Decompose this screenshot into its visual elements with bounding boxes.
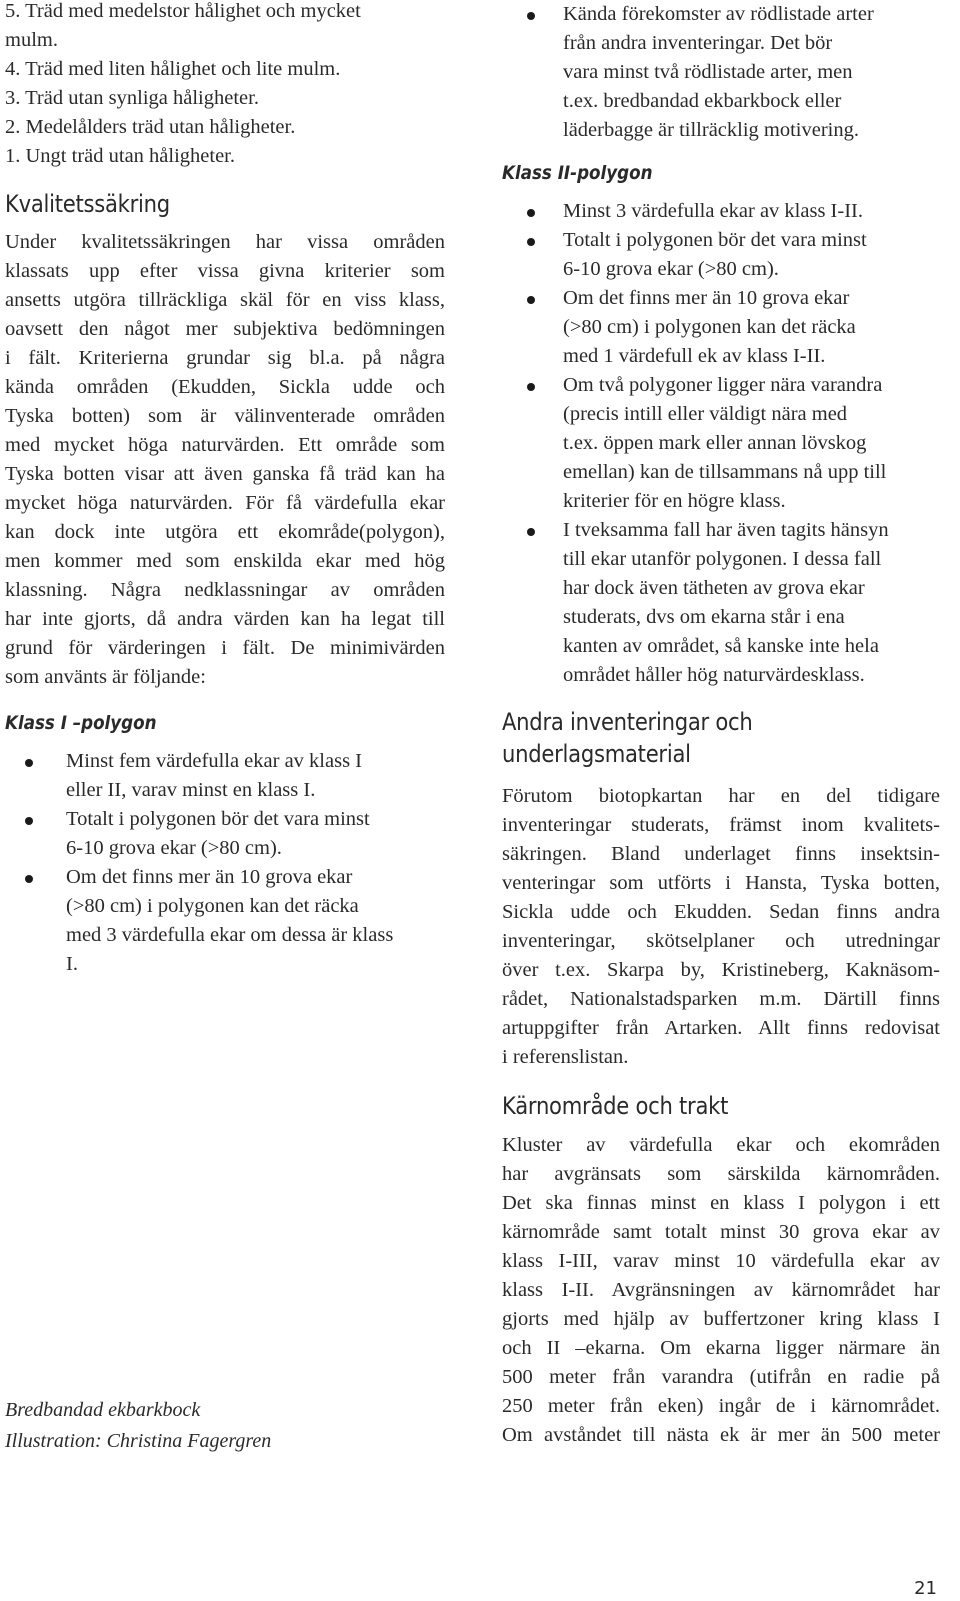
page-number: 21 (914, 1578, 937, 1599)
paragraph-line: venteringar som utförts i Hansta, Tyska botten, (502, 872, 940, 894)
paragraph-line: inventeringar, skötselplaner och utredningar (502, 930, 940, 952)
tree-class-list (5, 0, 445, 171)
heading-line: underlagsmaterial (502, 740, 691, 768)
paragraph-line: Om avståndet till nästa ek är mer än 500 meter (502, 1424, 940, 1446)
right-column (502, 0, 940, 1450)
subheading-klass-2: Klass II-polygon (502, 162, 653, 184)
paragraph-line: Tyska botten visar att även ganska få träd kan ha (5, 463, 445, 485)
paragraph-line: men kommer med som enskilda ekar med hög (5, 550, 445, 572)
bullet-line: läderbagge är tillräcklig motivering. (563, 119, 859, 141)
subheading-klass-1: Klass I –polygon (5, 712, 157, 734)
left-column (5, 0, 445, 979)
list-item (5, 747, 445, 805)
bullet-line: kriterier för en högre klass. (563, 490, 786, 512)
paragraph-line: kan dock inte utgöra ett ekområde(polygon), (5, 521, 445, 543)
bullet-line: (>80 cm) i polygonen kan det räcka (563, 316, 856, 338)
paragraph-line: artuppgifter från Artarken. Allt finns redovisat (502, 1017, 940, 1039)
paragraph-line: och II –ekarna. Om ekarna ligger närmare än (502, 1337, 940, 1359)
bullet-line: från andra inventeringar. Det bör (563, 32, 833, 54)
bullet-line: Om två polygoner ligger nära varandra (563, 374, 883, 396)
paragraph-line: oavsett den något mer subjektiva bedömningen (5, 318, 445, 340)
illustration-caption (5, 1395, 271, 1457)
class1-criteria-list (5, 747, 445, 979)
paragraph-line: klassning. Några nedklassningar av områden (5, 579, 445, 601)
bullet-line: t.ex. bredbandad ekbarkbock eller (563, 90, 842, 112)
heading-andra-inventeringar (502, 706, 887, 770)
bullet-icon (25, 817, 33, 825)
paragraph-line: rådet, Nationalstadsparken m.m. Därtill finns (502, 988, 940, 1010)
redlist-criteria-list (502, 0, 940, 145)
caption-credit: Illustration: Christina Fagergren (5, 1430, 272, 1452)
paragraph-line: säkringen. Bland underlaget finns insektsin- (502, 843, 940, 865)
tree-class-line: 4. Träd med liten hålighet och lite mulm. (5, 58, 341, 80)
paragraph-line: Kluster av värdefulla ekar och ekområden (502, 1134, 940, 1156)
paragraph-line: Tyska botten) som är välinventerade områden (5, 405, 445, 427)
tree-class-line: 5. Träd med medelstor hålighet och mycket (5, 0, 361, 22)
paragraph-line: med mycket höga naturvärden. Ett område som (5, 434, 445, 456)
paragraph-line: klassats upp efter vissa givna kriterier som (5, 260, 445, 282)
list-item (502, 226, 940, 284)
bullet-icon (527, 528, 535, 536)
paragraph-line: som använts är följande: (5, 666, 206, 688)
bullet-icon (527, 383, 535, 391)
bullet-line: Kända förekomster av rödlistade arter (563, 3, 874, 25)
class2-criteria-list (502, 197, 940, 690)
list-item (502, 371, 940, 516)
bullet-line: vara minst två rödlistade arter, men (563, 61, 853, 83)
paragraph-line: kärnområde samt totalt minst 30 grova ekar av (502, 1221, 940, 1243)
heading-karnomrade: Kärnområde och trakt (502, 1092, 729, 1120)
bullet-line: Om det finns mer än 10 grova ekar (66, 866, 353, 888)
paragraph-line: i referenslistan. (502, 1046, 629, 1068)
list-item (502, 516, 940, 690)
bullet-line: 6-10 grova ekar (>80 cm). (563, 258, 779, 280)
bullet-line: till ekar utanför polygonen. I dessa fall (563, 548, 882, 570)
paragraph-line: ansetts utgöra tillräckliga skäl för en viss klass, (5, 289, 445, 311)
bullet-line: I. (66, 953, 78, 975)
paragraph-line: i fält. Kriterierna grundar sig bl.a. på några (5, 347, 445, 369)
bullet-line: emellan) kan de tillsammans nå upp till (563, 461, 887, 483)
list-item (5, 863, 445, 979)
paragraph-line: Det ska finnas minst en klass I polygon i ett (502, 1192, 940, 1214)
bullet-line: med 1 värdefull ek av klass I-II. (563, 345, 826, 367)
heading-kvalitetssakring: Kvalitetssäkring (5, 190, 170, 218)
bullet-line: har dock även tätheten av grova ekar (563, 577, 865, 599)
bullet-line: med 3 värdefulla ekar om dessa är klass (66, 924, 394, 946)
paragraph-line: Under kvalitetssäkringen har vissa områden (5, 231, 445, 253)
other-inventories-paragraph (502, 782, 940, 1072)
caption-title: Bredbandad ekbarkbock (5, 1399, 201, 1421)
tree-class-line: mulm. (5, 29, 58, 51)
bullet-line: 6-10 grova ekar (>80 cm). (66, 837, 282, 859)
bullet-icon (527, 238, 535, 246)
list-item (502, 0, 940, 145)
paragraph-line: 500 meter från varandra (utifrån en radie på (502, 1366, 940, 1388)
bullet-icon (527, 12, 535, 20)
tree-class-line: 2. Medelålders träd utan håligheter. (5, 116, 296, 138)
bullet-line: (precis intill eller väldigt nära med (563, 403, 848, 425)
bullet-icon (527, 296, 535, 304)
paragraph-line: 250 meter från eken) ingår de i kärnområdet. (502, 1395, 940, 1417)
paragraph-line: klass I-III, varav minst 10 värdefulla ekar av (502, 1250, 940, 1272)
tree-class-line: 3. Träd utan synliga håligheter. (5, 87, 259, 109)
bullet-line: (>80 cm) i polygonen kan det räcka (66, 895, 359, 917)
bullet-line: I tveksamma fall har även tagits hänsyn (563, 519, 889, 541)
core-area-paragraph (502, 1131, 940, 1450)
paragraph-line: gjorts med hjälp av buffertzoner kring klass I (502, 1308, 940, 1330)
paragraph-line: Sickla udde och Ekudden. Sedan finns andra (502, 901, 940, 923)
bullet-line: studerats, dvs om ekarna står i ena (563, 606, 845, 628)
paragraph-line: klass I-II. Avgränsningen av kärnområdet har (502, 1279, 940, 1301)
paragraph-line: grund för värderingen i fält. De minimivärden (5, 637, 445, 659)
bullet-line: kanten av området, så kanske inte hela (563, 635, 879, 657)
paragraph-line: över t.ex. Skarpa by, Kristineberg, Kaknäsom- (502, 959, 940, 981)
bullet-line: eller II, varav minst en klass I. (66, 779, 316, 801)
bullet-icon (25, 875, 33, 883)
list-item (502, 284, 940, 371)
bullet-line: Totalt i polygonen bör det vara minst (66, 808, 370, 830)
list-item (5, 805, 445, 863)
paragraph-line: kända områden (Ekudden, Sickla udde och (5, 376, 445, 398)
tree-class-line: 1. Ungt träd utan håligheter. (5, 145, 235, 167)
paragraph-line: Förutom biotopkartan har en del tidigare (502, 785, 940, 807)
paragraph-line: inventeringar studerats, främst inom kvalitets- (502, 814, 940, 836)
bullet-line: Minst fem värdefulla ekar av klass I (66, 750, 363, 772)
heading-line: Andra inventeringar och (502, 708, 753, 736)
bullet-line: Totalt i polygonen bör det vara minst (563, 229, 867, 251)
bullet-line: området håller hög naturvärdesklass. (563, 664, 865, 686)
bullet-icon (25, 759, 33, 767)
list-item (502, 197, 940, 226)
bullet-line: Om det finns mer än 10 grova ekar (563, 287, 850, 309)
quality-paragraph (5, 228, 445, 692)
paragraph-line: mycket höga naturvärden. För få värdefulla ekar (5, 492, 445, 514)
bullet-line: Minst 3 värdefulla ekar av klass I-II. (563, 200, 863, 222)
paragraph-line: har avgränsats som särskilda kärnområden. (502, 1163, 940, 1185)
bullet-icon (527, 209, 535, 217)
bullet-line: t.ex. öppen mark eller annan lövskog (563, 432, 867, 454)
paragraph-line: har inte gjorts, då andra värden kan ha legat till (5, 608, 445, 630)
